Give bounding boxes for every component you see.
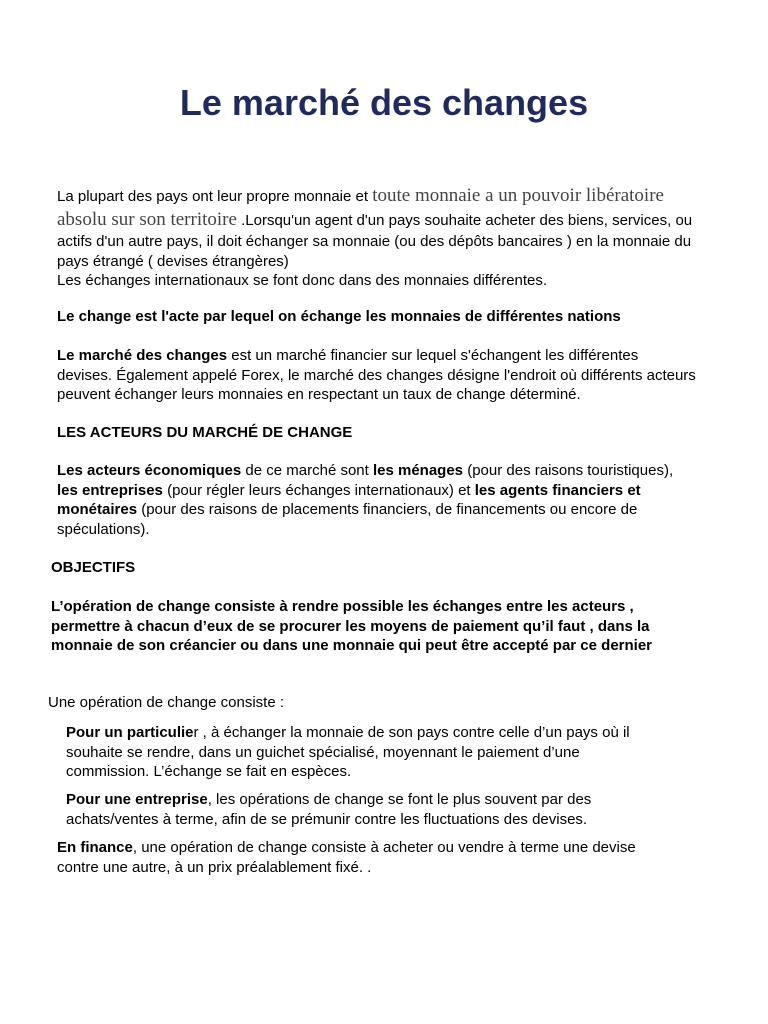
actors-b4: les agents financiers et monétaires (57, 481, 641, 519)
actors-heading-text: LES ACTEURS DU MARCHÉ DE CHANGE (57, 424, 353, 441)
intro-text-3: Les échanges internationaux se font donc dans des monnaies différentes. (57, 272, 548, 290)
actors-paragraph (57, 461, 685, 539)
actors-t2: (pour des raisons touristiques), (463, 462, 674, 479)
case-particulier-text: r , à échanger la monnaie de son pays contre celle d’un pays où il souhaite se rendre, dans un guichet spécialisé, moyennant le paiement d’une commission. L’échange se fait en espèces. (66, 724, 630, 781)
case-entreprise (66, 790, 666, 829)
case-finance-text: , une opération de change consiste à acheter ou vendre à terme une devise contre une autre, à un prix préalablement fixé. . (57, 839, 636, 876)
market-paragraph (57, 346, 697, 405)
intro-text-2: .Lorsqu'un agent d'un pays souhaite acheter des biens, services, ou actifs d'un autre pays, il doit échanger sa monnaie (ou des dépôts bancaires ) en la monnaie du pays étrangé ( devises étrangères) (57, 212, 693, 270)
intro-text-1: La plupart des pays ont leur propre monnaie et (57, 188, 373, 205)
actors-b3: les entreprises (57, 481, 163, 499)
definition-text: Le change est l'acte par lequel on échange les monnaies de différentes nations (57, 308, 621, 325)
definition-paragraph (57, 307, 717, 327)
case-particulier (66, 723, 666, 782)
actors-t1: de ce marché sont (241, 462, 373, 479)
operation-intro-text: Une opération de change consiste : (48, 694, 284, 711)
actors-t4: (pour des raisons de placements financiers, de financements ou encore de spéculations). (57, 501, 638, 538)
actors-b1: Les acteurs économiques (57, 462, 242, 479)
case-particulier-bold: Pour un particulie (66, 724, 194, 741)
intro-serif-text: toute monnaie a un pouvoir libératoire absolu sur son territoire (57, 185, 664, 230)
market-bold: Le marché des changes (57, 347, 228, 364)
actors-heading (57, 423, 697, 443)
case-finance (57, 838, 672, 877)
objectives-paragraph (51, 597, 691, 656)
actors-t3: (pour régler leurs échanges internationaux) et (162, 481, 475, 499)
page-title: Le marché des changes (179, 82, 589, 123)
actors-b2: les ménages (372, 462, 464, 479)
objectives-heading (51, 558, 691, 578)
intro-paragraph (57, 184, 707, 291)
objectives-text: L’opération de change consiste à rendre possible les échanges entre les acteurs , permettre à chacun d’eux de se procurer les moyens de paiement qu’il faut , dans la monnaie de son créancier ou dans une monnaie qui peut être accepté par ce dernier (51, 598, 653, 655)
case-entreprise-bold: Pour une entreprise (66, 791, 208, 808)
market-text: est un marché financier sur lequel s'échangent les différentes devises. Également appelé Forex, le marché des changes désigne l'endroit où différents acteurs peuvent échanger leurs monnaies en respectant un taux de change déterminé. (57, 347, 696, 404)
operation-intro (48, 693, 688, 713)
objectives-heading-text: OBJECTIFS (51, 559, 136, 576)
case-entreprise-text: , les opérations de change se font le plus souvent par des achats/ventes à terme, afin de se prémunir contre les fluctuations des devises. (66, 791, 592, 828)
case-finance-bold: En finance (57, 839, 133, 856)
